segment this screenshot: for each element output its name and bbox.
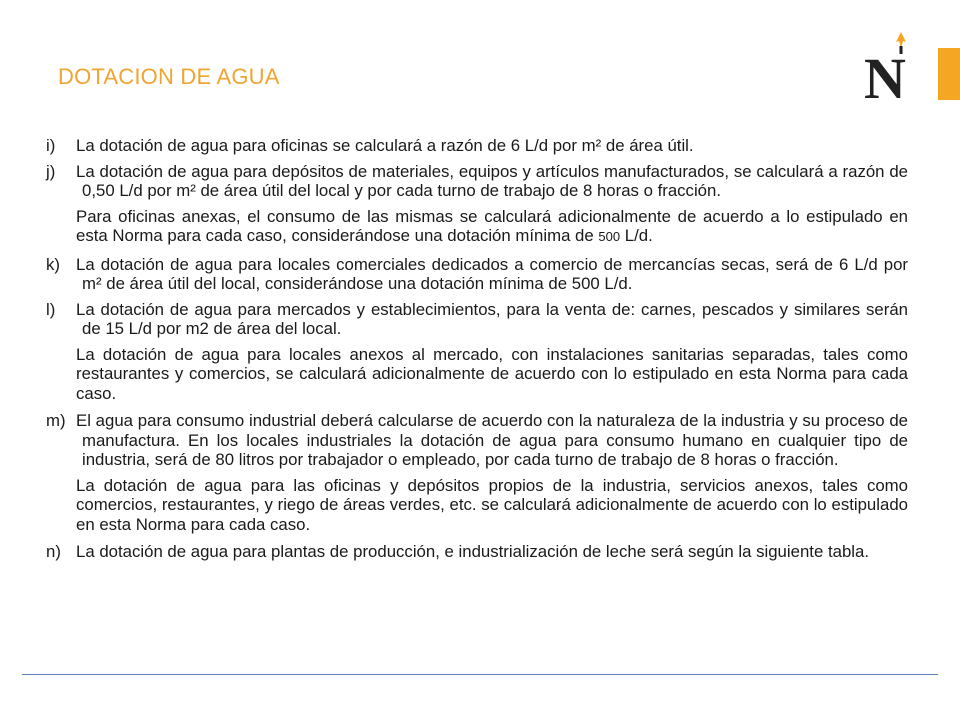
item-text: La dotación de agua para depósitos de materiales, equipos y artículos manufacturados, se calculará a razón de 0,50 L/d por m² de área útil del local y por cada turno de trabajo de 8 horas o fracción.: [76, 161, 908, 200]
continuation-paragraph: La dotación de agua para locales anexos al mercado, con instalaciones sanitarias separadas, tales como restaurantes y comercios, se calculará adicionalmente de acuerdo con lo estipulado en esta Norma para cada caso.: [76, 344, 908, 403]
document-body: [46, 136, 908, 568]
list-item: [46, 300, 908, 339]
logo-letter: N: [864, 46, 906, 102]
item-label: m): [46, 411, 66, 430]
item-label: k): [46, 254, 60, 274]
university-logo-icon: [862, 28, 914, 102]
list-item: [46, 255, 908, 294]
item-label: l): [46, 299, 56, 319]
continuation-paragraph: [76, 207, 908, 247]
item-label: i): [46, 136, 56, 155]
item-text: La dotación de agua para locales comerciales dedicados a comercio de mercancías secas, será de 6 L/d por m² de área útil del local, considerándose una dotación mínima de 500 L/d.: [76, 254, 908, 293]
continuation-unit: L/d.: [624, 226, 653, 245]
list-item: [46, 162, 908, 201]
bottom-divider: [22, 674, 938, 675]
item-text: El agua para consumo industrial deberá calcularse de acuerdo con la naturaleza de la industria y su proceso de manufactura. En los locales industriales la dotación de agua para consumo humano en cualquier tipo de industria, será de 80 litros por trabajador o empleado, por cada turno de trabajo de 8 horas o fracción.: [76, 411, 908, 469]
slide-title: DOTACION DE AGUA: [58, 64, 280, 89]
item-text: La dotación de agua para oficinas se calculará a razón de 6 L/d por m² de área útil.: [76, 136, 694, 155]
item-text: La dotación de agua para plantas de producción, e industrialización de leche será según la siguiente tabla.: [76, 542, 869, 561]
continuation-text: Para oficinas anexas, el consumo de las mismas se calculará adicionalmente de acuerdo a lo estipulado en esta Norma para cada caso, considerándose una dotación mínima de: [76, 206, 908, 245]
item-label: n): [46, 542, 61, 561]
list-item: [46, 542, 908, 562]
list-item: [46, 411, 908, 470]
continuation-paragraph: La dotación de agua para las oficinas y depósitos propios de la industria, servicios anexos, tales como comercios, restaurantes, y riego de áreas verdes, etc. se calculará adicionalmente de acuerdo con lo estipulado en esta Norma para cada caso.: [76, 475, 908, 534]
accent-bar: [938, 48, 960, 100]
list-item: [46, 136, 908, 156]
item-text: La dotación de agua para mercados y establecimientos, para la venta de: carnes, pescados y similares serán de 15 L/d por m2 de área del local.: [76, 299, 908, 338]
item-label: j): [46, 161, 56, 181]
continuation-small-number: 500: [598, 229, 621, 244]
